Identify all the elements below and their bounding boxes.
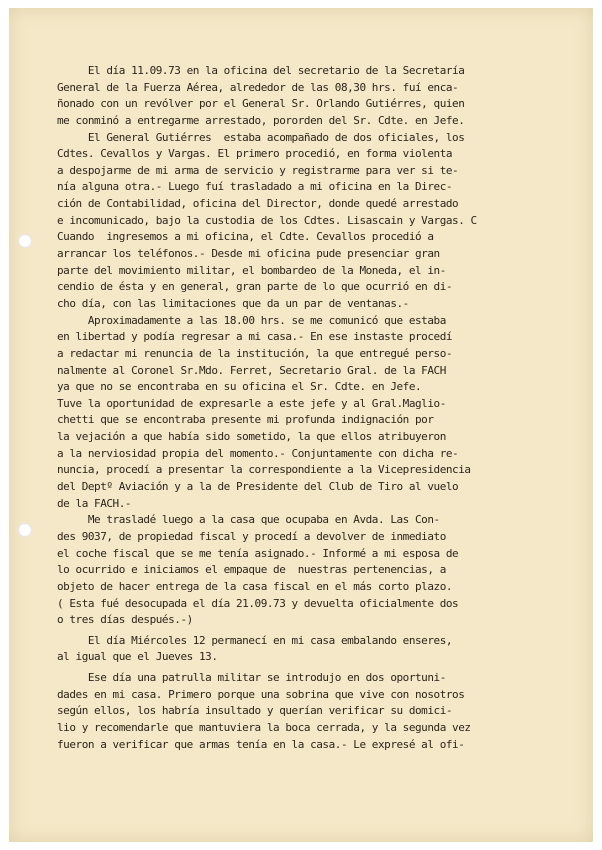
- typed-page: [9, 8, 593, 842]
- text-line: nía alguna otra.- Luego fuí trasladado a mi oficina en la Direc-: [57, 180, 453, 194]
- text-line: ñonado con un revólver por el General Sr. Orlando Gutiérres, quien: [57, 97, 465, 111]
- text-line: en libertad y podía regresar a mi casa.- En ese instaste procedí: [57, 330, 453, 344]
- text-line: ya que no se encontraba en su oficina el Sr. Cdte. en Jefe.: [57, 380, 422, 394]
- text-line: Tuve la oportunidad de expresarle a este jefe y al Gral.Maglio-: [57, 396, 446, 410]
- text-line: El día 11.09.73 en la oficina del secretario de la Secretaría: [57, 64, 465, 77]
- punch-hole: [18, 234, 32, 248]
- text-line: Cdtes. Cevallos y Vargas. El primero procedió, en forma violenta: [57, 147, 453, 161]
- text-line: de la FACH.-: [57, 496, 132, 510]
- text-line: Ese día una patrulla militar se introdujo en dos oportuni-: [57, 671, 446, 685]
- text-line: lio y recomendarle que mantuviera la boca cerrada, y la segunda vez: [57, 720, 471, 734]
- text-line: ción de Contabilidad, oficina del Director, donde quedé arrestado: [57, 197, 459, 211]
- text-line: cendio de ésta y en general, gran parte de lo que ocurrió en di-: [57, 280, 453, 294]
- text-line: según ellos, los habría insultado y querían verificar su domici-: [57, 704, 453, 718]
- text-line: objeto de hacer entrega de la casa fiscal en el más corto plazo.: [57, 579, 453, 593]
- text-line: ( Esta fué desocupada el día 21.09.73 y devuelta oficialmente dos: [57, 596, 459, 610]
- text-line: arrancar los teléfonos.- Desde mi oficina pude presenciar gran: [57, 247, 440, 261]
- text-line: el coche fiscal que se me tenía asignado.- Informé a mi esposa de: [57, 546, 459, 560]
- punch-hole: [18, 523, 32, 537]
- text-line: del Deptº Aviación y a la de Presidente del Club de Tiro al vuelo: [57, 480, 459, 494]
- text-line: Me trasladé luego a la casa que ocupaba en Avda. Las Con-: [57, 513, 440, 527]
- text-line: cho día, con las limitaciones que da un par de ventanas.-: [57, 296, 409, 310]
- text-line: la vejación a que había sido sometido, la que ellos atribuyeron: [57, 430, 446, 444]
- text-line: a despojarme de mi arma de servicio y registrarme para ver si te-: [57, 163, 459, 177]
- text-line: nuncia, procedí a presentar la correspondiente a la Vicepresidencia: [57, 463, 471, 477]
- text-line: parte del movimiento militar, el bombardeo de la Moneda, el in-: [57, 263, 446, 277]
- text-line: El día Miércoles 12 permanecí en mi casa embalando enseres,: [57, 633, 453, 647]
- text-line: El General Gutiérres estaba acompañado de dos oficiales, los: [57, 130, 465, 144]
- text-line: nalmente al Coronel Sr.Mdo. Ferret, Secretario Gral. de la FACH: [57, 363, 446, 377]
- text-line: lo ocurrido e iniciamos el empaque de nuestras pertenencias, a: [57, 563, 446, 577]
- text-line: des 9037, de propiedad fiscal y procedí a devolver de inmediato: [57, 529, 446, 543]
- text-line: al igual que el Jueves 13.: [57, 650, 218, 664]
- text-line: a la nerviosidad propia del momento.- Conjuntamente con dicha re-: [57, 446, 459, 460]
- typewritten-text: [57, 63, 585, 753]
- text-line: fueron a verificar que armas tenía en la casa.- Le expresé al ofi-: [57, 737, 465, 751]
- text-line: a redactar mi renuncia de la institución, la que entregué perso-: [57, 346, 453, 360]
- text-line: o tres días después.-): [57, 613, 193, 627]
- text-line: Aproximadamente a las 18.00 hrs. se me comunicó que estaba: [57, 313, 446, 327]
- text-line: dades en mi casa. Primero porque una sobrina que vive con nosotros: [57, 687, 465, 701]
- text-line: me conminó a entregarme arrestado, pororden del Sr. Cdte. en Jefe.: [57, 113, 465, 127]
- text-line: chetti que se encontraba presente mi profunda indignación por: [57, 413, 434, 427]
- text-line: Cuando ingresemos a mi oficina, el Cdte. Cevallos procedió a: [57, 230, 434, 244]
- text-line: General de la Fuerza Aérea, alrededor de las 08,30 hrs. fuí enca-: [57, 80, 459, 94]
- text-line: e incomunicado, bajo la custodia de los Cdtes. Lisascain y Vargas. C: [57, 213, 477, 227]
